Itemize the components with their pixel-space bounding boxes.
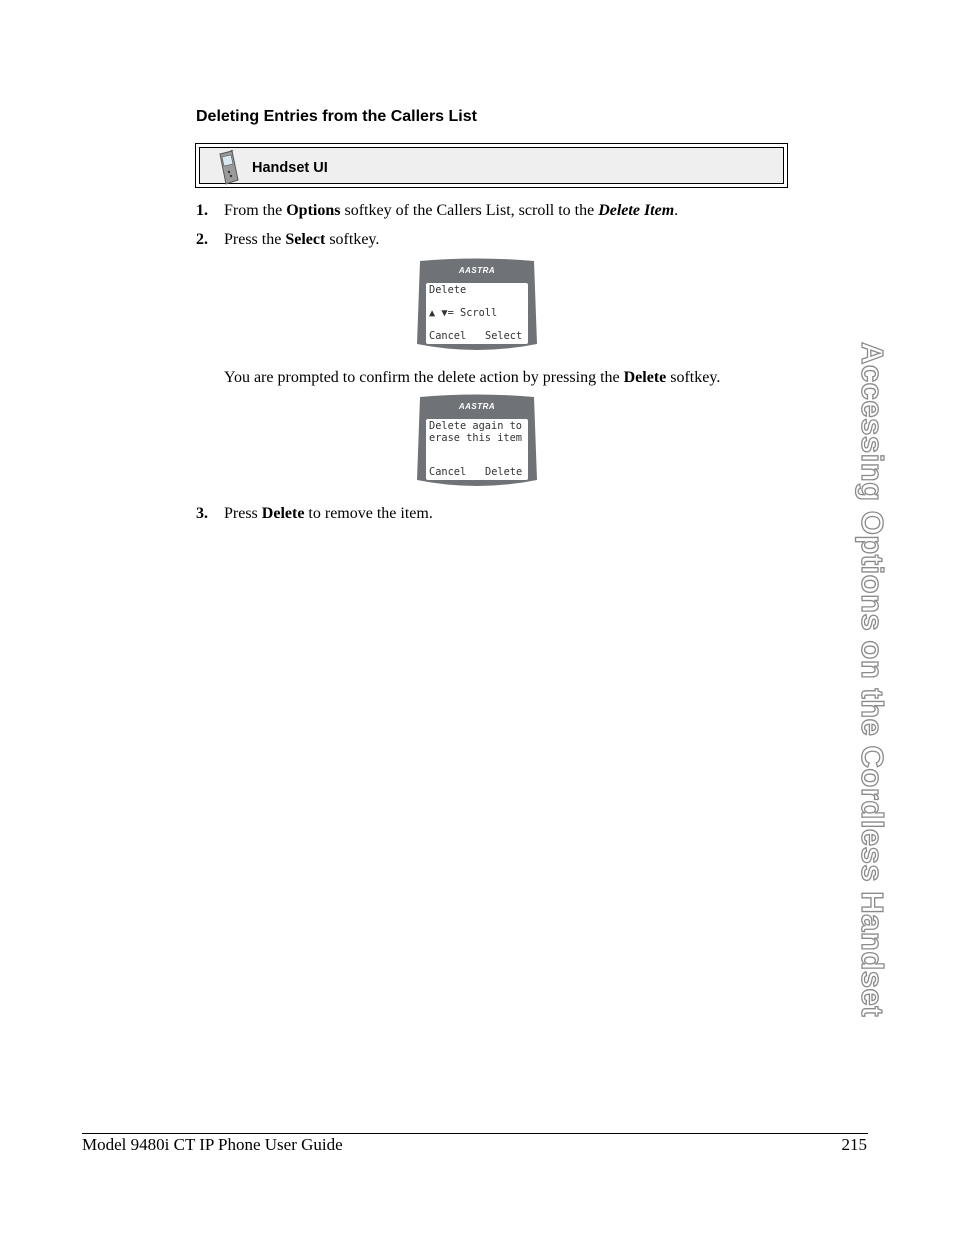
softkey-delete: Delete xyxy=(485,466,523,478)
chapter-sidebar-title: Accessing Options on the Cordless Handset xyxy=(855,342,890,1018)
step-3: 3. Press Delete to remove the item. xyxy=(196,505,433,522)
section-heading: Deleting Entries from the Callers List xyxy=(196,108,477,125)
phone-screen-delete-menu: AASTRA Delete ▲ ▼= Scroll Cancel Select xyxy=(416,258,538,353)
softkey-cancel: Cancel xyxy=(429,466,467,478)
softkey-select: Select xyxy=(485,330,523,342)
prompt-paragraph: You are prompted to confirm the delete action by pressing the Delete softkey. xyxy=(224,369,721,386)
step-1: 1. From the Options softkey of the Callers List, scroll to the Delete Item. xyxy=(196,202,679,219)
step-2: 2. Press the Select softkey. xyxy=(196,231,380,248)
softkey-cancel: Cancel xyxy=(429,330,467,342)
footer-guide-title: Model 9480i CT IP Phone User Guide xyxy=(82,1135,343,1154)
handset-ui-label: Handset UI xyxy=(252,160,328,176)
page-number: 215 xyxy=(841,1135,867,1154)
handset-ui-box xyxy=(195,143,788,188)
phone-screen-confirm-delete: AASTRA Delete again to erase this item Cancel Delete xyxy=(416,394,538,489)
cordless-handset-icon xyxy=(214,150,240,186)
footer-rule xyxy=(82,1133,868,1134)
